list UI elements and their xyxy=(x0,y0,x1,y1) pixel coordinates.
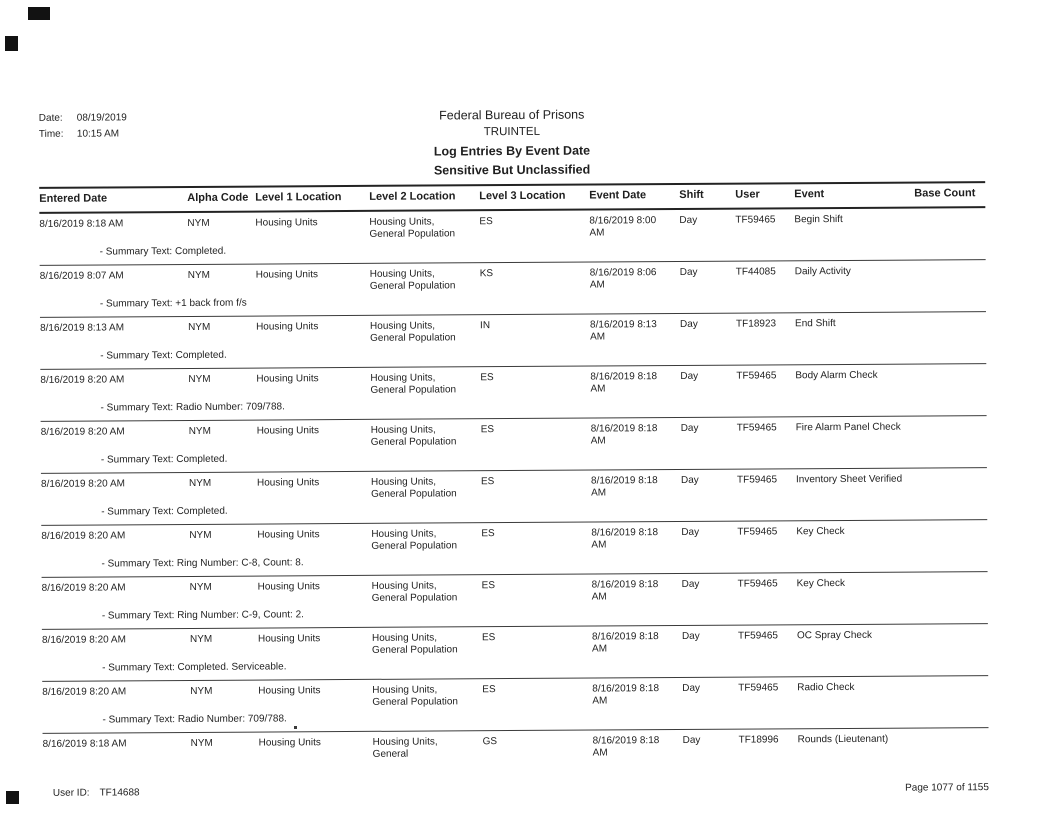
table-row xyxy=(41,472,987,502)
cell-level3: ES xyxy=(481,632,496,644)
cell-entered-date: 8/16/2019 8:20 AM xyxy=(40,374,125,386)
column-header: Entered Date xyxy=(39,192,108,205)
cell-level1: Housing Units xyxy=(257,581,320,593)
table-row xyxy=(42,576,988,606)
column-header: Level 3 Location xyxy=(479,189,566,203)
cell-alpha-code: NYM xyxy=(189,529,212,541)
cell-user: TF59465 xyxy=(738,682,779,694)
cell-level2: Housing Units, General xyxy=(372,736,438,760)
cell-level3: ES xyxy=(482,684,496,696)
cell-level3: IN xyxy=(480,320,491,332)
cell-event: End Shift xyxy=(795,318,836,330)
user-id xyxy=(53,787,140,799)
cell-base-count xyxy=(917,576,988,600)
cell-level1: Housing Units xyxy=(255,217,318,229)
table-row xyxy=(41,524,987,554)
cell-level1: Housing Units xyxy=(256,477,320,489)
cell-entered-date: 8/16/2019 8:13 AM xyxy=(40,322,125,334)
cell-shift: Day xyxy=(679,266,698,278)
cell-shift: Day xyxy=(681,526,700,538)
time-label: Time: xyxy=(38,128,64,140)
table-row xyxy=(43,732,989,762)
cell-entered-date: 8/16/2019 8:07 AM xyxy=(39,270,124,282)
cell-shift: Day xyxy=(682,734,701,746)
table-row xyxy=(40,316,986,346)
summary-text: - Summary Text: Radio Number: 709/788. xyxy=(102,713,287,726)
cell-shift: Day xyxy=(679,214,698,226)
log-entry xyxy=(41,468,987,526)
cell-level1: Housing Units xyxy=(255,269,319,281)
cell-level1: Housing Units xyxy=(258,685,321,697)
log-entry xyxy=(39,208,985,266)
report-title: Log Entries By Event Date xyxy=(433,143,591,159)
cell-event: Body Alarm Check xyxy=(795,369,878,382)
cell-entered-date: 8/16/2019 8:20 AM xyxy=(41,582,126,594)
cell-alpha-code: NYM xyxy=(187,217,210,229)
cell-event-date: 8/16/2019 8:06 AM xyxy=(589,267,657,291)
cell-shift: Day xyxy=(682,682,701,694)
cell-shift: Day xyxy=(681,578,700,590)
cell-shift: Day xyxy=(681,630,700,642)
column-header: User xyxy=(735,188,760,201)
cell-alpha-code: NYM xyxy=(190,685,213,697)
user-id-value: TF14688 xyxy=(99,787,140,799)
cell-shift: Day xyxy=(680,318,698,330)
cell-entered-date: 8/16/2019 8:20 AM xyxy=(41,634,126,646)
column-header: Shift xyxy=(679,188,704,201)
page-number: Page 1077 of 1155 xyxy=(905,782,989,794)
cell-level1: Housing Units xyxy=(256,425,319,437)
cell-level2: Housing Units, General Population xyxy=(369,268,456,292)
cell-event-date: 8/16/2019 8:18 AM xyxy=(591,579,659,603)
table-row xyxy=(41,420,987,450)
summary-text: - Summary Text: Completed. xyxy=(100,349,227,362)
summary-text: - Summary Text: Radio Number: 709/788. xyxy=(100,401,285,414)
cell-user: TF59465 xyxy=(737,578,778,590)
cell-entered-date: 8/16/2019 8:18 AM xyxy=(42,738,127,750)
cell-level2: Housing Units, General Population xyxy=(370,424,457,448)
summary-text: - Summary Text: Completed. xyxy=(99,245,227,258)
title-block xyxy=(39,103,985,180)
cell-level2: Housing Units, General Population xyxy=(370,476,457,500)
table-row xyxy=(42,680,988,710)
cell-event: Rounds (Lieutenant) xyxy=(797,733,889,746)
summary-text: - Summary Text: Ring Number: C-9, Count: 2. xyxy=(101,609,304,622)
cell-event-date: 8/16/2019 8:18 AM xyxy=(592,683,660,707)
summary-text: - Summary Text: Completed. xyxy=(100,453,228,466)
cell-level1: Housing Units xyxy=(256,373,319,385)
log-entry xyxy=(43,728,989,766)
cell-entered-date: 8/16/2019 8:18 AM xyxy=(39,218,124,230)
classification-banner: Sensitive But Unclassified xyxy=(433,162,591,178)
summary-text: - Summary Text: Completed. xyxy=(101,505,228,518)
cell-user: TF59465 xyxy=(736,370,777,382)
table-row xyxy=(40,368,986,398)
cell-event-date: 8/16/2019 8:18 AM xyxy=(590,423,658,447)
cell-entered-date: 8/16/2019 8:20 AM xyxy=(42,686,127,698)
cell-user: TF59465 xyxy=(736,422,777,434)
cell-level2: Housing Units, General Population xyxy=(371,632,458,656)
cell-event: Begin Shift xyxy=(794,213,843,226)
summary-text: - Summary Text: +1 back from f/s xyxy=(99,297,247,310)
cell-event-date: 8/16/2019 8:18 AM xyxy=(590,371,658,395)
table-body xyxy=(39,208,988,766)
cell-event: Inventory Sheet Verified xyxy=(795,473,903,486)
cell-level3: KS xyxy=(479,268,494,280)
cell-alpha-code: NYM xyxy=(190,737,213,749)
summary-text: - Summary Text: Completed. Serviceable. xyxy=(102,661,287,674)
cell-event: Key Check xyxy=(796,525,845,538)
log-table xyxy=(39,181,989,766)
cell-event-date: 8/16/2019 8:13 AM xyxy=(590,319,657,343)
cell-base-count xyxy=(915,264,986,288)
date-label: Date: xyxy=(38,112,63,124)
cell-base-count xyxy=(918,732,989,756)
date-value: 08/19/2019 xyxy=(76,112,127,124)
column-header: Alpha Code xyxy=(187,191,249,204)
cell-event-date: 8/16/2019 8:18 AM xyxy=(590,475,658,499)
log-entry xyxy=(41,520,987,578)
cell-alpha-code: NYM xyxy=(187,269,210,281)
cell-user: TF59465 xyxy=(737,630,779,642)
column-header: Event xyxy=(794,188,825,201)
column-header: Event Date xyxy=(589,189,647,202)
system-name: TRUINTEL xyxy=(483,125,541,139)
cell-entered-date: 8/16/2019 8:20 AM xyxy=(41,530,126,542)
report-time xyxy=(39,126,127,143)
cell-level3: ES xyxy=(480,476,495,488)
scan-artifact xyxy=(5,36,18,51)
cell-user: TF59465 xyxy=(736,474,778,486)
cell-level2: Housing Units, General Population xyxy=(371,528,458,552)
cell-alpha-code: NYM xyxy=(189,633,213,645)
cell-base-count xyxy=(915,316,986,340)
cell-base-count xyxy=(914,212,985,236)
report-meta xyxy=(39,110,127,143)
cell-entered-date: 8/16/2019 8:20 AM xyxy=(40,426,125,438)
table-row xyxy=(40,264,986,294)
scan-artifact xyxy=(6,791,19,804)
cell-event-date: 8/16/2019 8:18 AM xyxy=(591,527,659,551)
column-header: Level 2 Location xyxy=(369,190,456,203)
cell-event: Key Check xyxy=(796,577,846,590)
log-entry xyxy=(42,572,988,630)
cell-event: Radio Check xyxy=(797,681,855,694)
report-page xyxy=(38,0,989,799)
log-entry xyxy=(40,312,986,370)
cell-event-date: 8/16/2019 8:18 AM xyxy=(591,631,659,655)
cell-base-count xyxy=(916,420,987,444)
cell-event-date: 8/16/2019 8:18 AM xyxy=(592,735,660,759)
cell-alpha-code: NYM xyxy=(189,581,212,593)
cell-level2: Housing Units, General Population xyxy=(371,580,458,604)
cell-level1: Housing Units xyxy=(256,321,319,333)
cell-base-count xyxy=(917,628,988,652)
cell-shift: Day xyxy=(680,422,699,434)
cell-level3: ES xyxy=(481,580,496,592)
cell-level3: ES xyxy=(481,528,495,540)
cell-entered-date: 8/16/2019 8:20 AM xyxy=(40,478,126,490)
cell-shift: Day xyxy=(680,474,699,486)
table-row xyxy=(39,212,985,242)
log-entry xyxy=(40,260,986,318)
cell-level2: Housing Units, General Population xyxy=(369,216,456,240)
cell-user: TF44085 xyxy=(735,266,776,278)
table-row xyxy=(42,628,988,658)
cell-event: Daily Activity xyxy=(794,265,851,278)
cell-base-count xyxy=(915,368,986,392)
log-entry xyxy=(40,364,986,422)
cell-level3: GS xyxy=(482,736,498,748)
cell-level1: Housing Units xyxy=(257,529,320,541)
cell-shift: Day xyxy=(680,370,699,382)
cell-level2: Housing Units, General Population xyxy=(370,320,456,344)
report-header xyxy=(39,103,985,187)
cell-event-date: 8/16/2019 8:00 AM xyxy=(589,215,657,239)
log-entry xyxy=(42,624,988,682)
cell-user: TF18923 xyxy=(736,318,777,330)
summary-text: - Summary Text: Ring Number: C-8, Count: 8. xyxy=(101,557,304,570)
cell-alpha-code: NYM xyxy=(188,477,212,489)
log-entry xyxy=(41,416,987,474)
cell-user: TF59465 xyxy=(735,214,776,226)
cell-level2: Housing Units, General Population xyxy=(372,684,458,708)
cell-event: OC Spray Check xyxy=(796,629,873,642)
cell-alpha-code: NYM xyxy=(188,373,211,385)
cell-user: TF59465 xyxy=(737,526,778,538)
cell-base-count xyxy=(917,680,988,704)
column-header: Base Count xyxy=(914,187,976,200)
column-header: Level 1 Location xyxy=(255,191,342,204)
user-id-label: User ID: xyxy=(52,787,90,799)
cell-base-count xyxy=(916,524,987,548)
cell-alpha-code: NYM xyxy=(188,425,211,437)
cell-level3: ES xyxy=(480,372,494,384)
time-value: 10:15 AM xyxy=(76,128,120,140)
log-entry xyxy=(42,676,988,734)
cell-level3: ES xyxy=(479,216,493,228)
report-date xyxy=(39,110,127,127)
org-name: Federal Bureau of Prisons xyxy=(439,107,585,123)
cell-level3: ES xyxy=(480,424,495,436)
cell-level1: Housing Units xyxy=(257,633,321,645)
cell-level1: Housing Units xyxy=(258,737,321,749)
report-footer xyxy=(43,782,989,799)
cell-user: TF18996 xyxy=(738,734,779,746)
cell-level2: Housing Units, General Population xyxy=(370,372,457,396)
cell-base-count xyxy=(916,472,987,496)
cell-alpha-code: NYM xyxy=(188,321,211,333)
cell-event: Fire Alarm Panel Check xyxy=(795,421,901,434)
